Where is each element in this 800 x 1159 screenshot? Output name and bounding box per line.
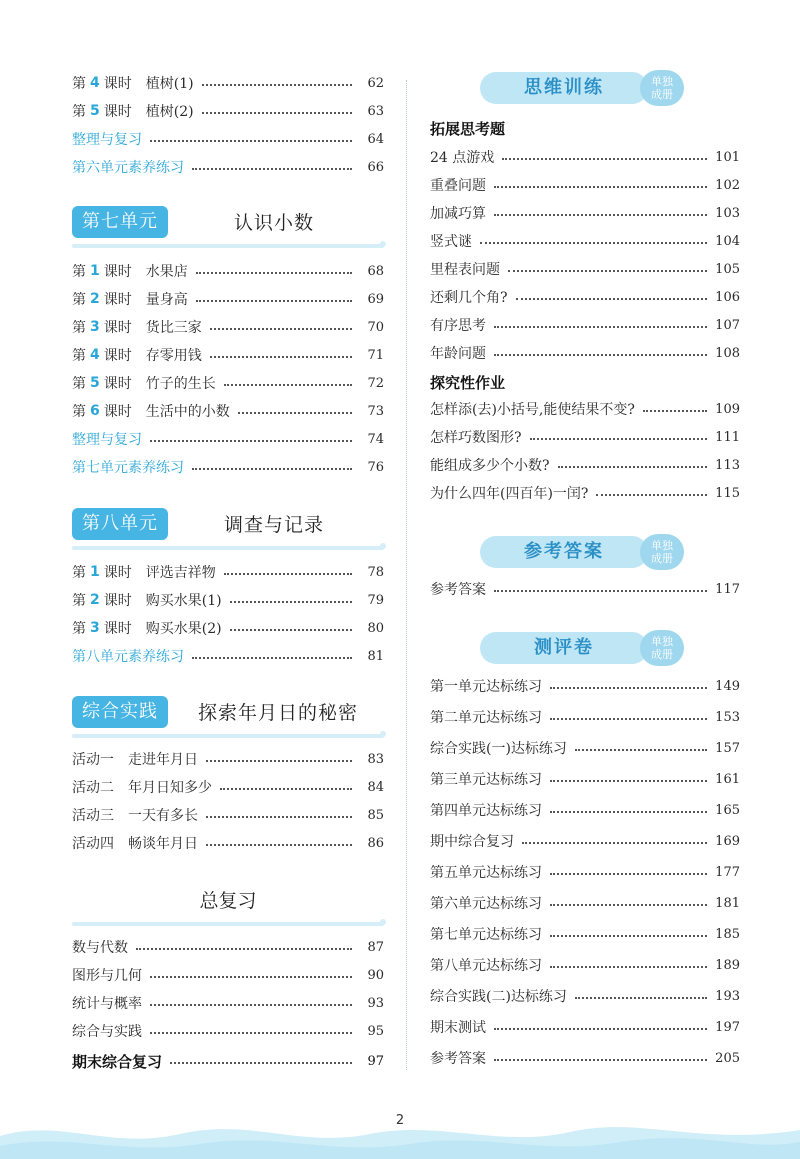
entry-title: 为什么四年(四百年)一闰? [430, 486, 589, 502]
entry-page: 87 [367, 939, 384, 955]
entry-page: 169 [715, 833, 740, 849]
entry-title: 购买水果(2) [145, 621, 222, 637]
subsection-title: 探究性作业 [430, 374, 506, 392]
entry-title: 能组成多少个小数? [430, 458, 550, 474]
toc-entry[interactable]: 第 5 课时 植树(2) 63 [72, 103, 384, 120]
entry-title: 第六单元素养练习 [72, 160, 184, 176]
practice-header [72, 694, 384, 738]
toc-entry[interactable] [430, 923, 740, 945]
toc-entry[interactable] [430, 174, 740, 196]
entry-title: 还剩几个角? [430, 290, 508, 306]
activity-label: 活动二 [72, 780, 114, 796]
unit7-header [72, 204, 384, 248]
entry-page: 153 [715, 709, 740, 725]
unit-underline [72, 922, 384, 926]
entry-page: 80 [367, 620, 384, 636]
leader-dots [494, 354, 707, 356]
entry-page: 95 [367, 1023, 384, 1039]
entry-page: 108 [715, 345, 740, 361]
toc-entry[interactable]: 第 2 课时 购买水果(1) 79 [72, 592, 384, 609]
entry-page: 193 [715, 988, 740, 1004]
leader-dots [206, 816, 352, 818]
entry-page: 85 [367, 807, 384, 823]
answers-header [480, 536, 710, 576]
unit-badge: 第七单元 [72, 206, 168, 238]
toc-entry[interactable] [430, 799, 740, 821]
entry-title: 加减巧算 [430, 206, 486, 222]
leader-dots [494, 186, 707, 188]
entry-title: 生活中的小数 [145, 404, 230, 420]
leader-dots [575, 997, 707, 999]
toc-entry[interactable]: 第 5 课时 竹子的生长 72 [72, 375, 384, 392]
entry-page: 113 [715, 457, 740, 473]
entry-page: 81 [367, 648, 384, 664]
entry-title: 水果店 [145, 264, 188, 280]
leader-dots [210, 356, 352, 358]
leader-dots [224, 573, 352, 575]
toc-entry[interactable] [430, 737, 740, 759]
leader-dots [150, 976, 352, 978]
toc-entry[interactable] [430, 230, 740, 252]
toc-entry[interactable] [430, 578, 740, 600]
column-divider [406, 80, 407, 1070]
leader-dots [150, 1004, 352, 1006]
leader-dots [550, 718, 707, 720]
entry-page: 111 [715, 429, 740, 445]
leader-dots [150, 1032, 352, 1034]
entry-page: 109 [715, 401, 740, 417]
entry-page: 157 [715, 740, 740, 756]
entry-title: 综合实践(一)达标练习 [430, 741, 567, 757]
entry-page: 181 [715, 895, 740, 911]
entry-title: 有序思考 [430, 318, 486, 334]
entry-title: 第一单元达标练习 [430, 679, 542, 695]
entry-title: 重叠问题 [430, 178, 486, 194]
entry-title: 期末综合复习 [72, 1052, 163, 1071]
entry-page: 84 [367, 779, 384, 795]
general-review-header [72, 882, 384, 926]
entry-page: 115 [715, 485, 740, 501]
leader-dots [643, 410, 707, 412]
entry-title: 年龄问题 [430, 346, 486, 362]
toc-entry[interactable] [72, 804, 384, 826]
thinking-header [480, 72, 710, 112]
entry-page: 66 [367, 159, 384, 175]
entry-title: 第三单元达标练习 [430, 772, 542, 788]
toc-entry[interactable] [72, 428, 384, 450]
entry-page: 161 [715, 771, 740, 787]
leader-dots [550, 966, 707, 968]
toc-entry[interactable] [430, 706, 740, 728]
toc-entry[interactable] [430, 830, 740, 852]
leader-dots [550, 687, 707, 689]
toc-entry[interactable] [72, 128, 384, 150]
toc-entry[interactable]: 第 2 课时 量身高 69 [72, 291, 384, 308]
toc-entry[interactable]: 第 3 课时 购买水果(2) 80 [72, 620, 384, 637]
entry-page: 63 [367, 103, 384, 119]
entry-page: 106 [715, 289, 740, 305]
unit-badge: 第八单元 [72, 508, 168, 540]
entry-page: 70 [367, 319, 384, 335]
entry-page: 93 [367, 995, 384, 1011]
leader-dots [202, 84, 352, 86]
separate-volume-tag: 单独 成册 [640, 70, 684, 106]
entry-title: 第七单元达标练习 [430, 927, 542, 943]
leader-dots [550, 780, 707, 782]
toc-entry[interactable] [72, 748, 384, 770]
leader-dots [192, 657, 352, 659]
entry-title: 参考答案 [430, 582, 486, 598]
entry-title: 期中综合复习 [430, 834, 514, 850]
entry-page: 189 [715, 957, 740, 973]
toc-entry[interactable] [430, 1047, 740, 1069]
leader-dots [502, 158, 707, 160]
activity-label: 活动三 [72, 808, 114, 824]
entry-page: 117 [715, 581, 740, 597]
tests-header [480, 632, 710, 672]
toc-entry[interactable]: 第 6 课时 生活中的小数 73 [72, 403, 384, 420]
toc-entry[interactable] [430, 861, 740, 883]
toc-entry[interactable] [430, 314, 740, 336]
leader-dots [494, 214, 707, 216]
entry-title: 参考答案 [430, 1051, 486, 1067]
entry-page: 76 [367, 459, 384, 475]
leader-dots [480, 242, 707, 244]
toc-entry[interactable] [72, 832, 384, 854]
unit-title: 调查与记录 [224, 514, 325, 536]
entry-title: 数与代数 [72, 940, 128, 956]
leader-dots [220, 788, 352, 790]
unit-underline [72, 546, 384, 550]
unit8-header [72, 506, 384, 550]
entry-title: 第五单元达标练习 [430, 865, 542, 881]
toc-entry[interactable]: 第 1 课时 水果店 68 [72, 263, 384, 280]
toc-entry[interactable] [430, 454, 740, 476]
entry-page: 197 [715, 1019, 740, 1035]
toc-entry[interactable] [430, 482, 740, 504]
entry-title: 第六单元达标练习 [430, 896, 542, 912]
entry-page: 105 [715, 261, 740, 277]
leader-dots [494, 1059, 707, 1061]
entry-page: 102 [715, 177, 740, 193]
toc-entry[interactable] [430, 768, 740, 790]
entry-title: 竖式谜 [430, 234, 472, 250]
unit-underline [72, 244, 384, 248]
toc-entry[interactable]: 第 3 课时 货比三家 70 [72, 319, 384, 336]
leader-dots [575, 749, 707, 751]
toc-entry[interactable] [430, 985, 740, 1007]
toc-entry[interactable] [72, 156, 384, 178]
toc-entry[interactable] [430, 258, 740, 280]
entry-title: 24 点游戏 [430, 150, 495, 166]
entry-page: 101 [715, 149, 740, 165]
entry-title: 第七单元素养练习 [72, 460, 184, 476]
toc-entry[interactable] [72, 456, 384, 478]
toc-entry[interactable] [72, 936, 384, 958]
leader-dots [150, 140, 352, 142]
leader-dots [202, 112, 352, 114]
toc-entry[interactable] [430, 342, 740, 364]
entry-page: 177 [715, 864, 740, 880]
entry-title: 走进年月日 [128, 752, 198, 768]
entry-page: 71 [367, 347, 384, 363]
unit-title: 认识小数 [234, 212, 315, 234]
toc-entry[interactable] [72, 1020, 384, 1042]
leader-dots [192, 168, 352, 170]
toc-entry-final-review[interactable] [72, 1050, 384, 1072]
entry-title: 畅谈年月日 [128, 836, 198, 852]
entry-title: 统计与概率 [72, 996, 142, 1012]
entry-title: 期末测试 [430, 1020, 486, 1036]
leader-dots [522, 842, 707, 844]
entry-title: 整理与复习 [72, 132, 142, 148]
toc-entry[interactable] [430, 1016, 740, 1038]
section-pill: 思维训练 [480, 72, 648, 104]
entry-title: 综合实践(二)达标练习 [430, 989, 567, 1005]
leader-dots [150, 440, 352, 442]
entry-title: 一天有多长 [128, 808, 198, 824]
toc-entry[interactable] [430, 954, 740, 976]
section-pill: 测评卷 [480, 632, 648, 664]
leader-dots [196, 272, 352, 274]
activity-label: 活动一 [72, 752, 114, 768]
toc-entry[interactable]: 第 4 课时 存零用钱 71 [72, 347, 384, 364]
leader-dots [508, 270, 707, 272]
entry-page: 107 [715, 317, 740, 333]
leader-dots [550, 811, 707, 813]
toc-entry[interactable]: 第 1 课时 评选吉祥物 78 [72, 564, 384, 581]
entry-title: 第八单元达标练习 [430, 958, 542, 974]
leader-dots [494, 590, 707, 592]
entry-page: 74 [367, 431, 384, 447]
toc-entry[interactable] [430, 202, 740, 224]
toc-entry[interactable] [430, 286, 740, 308]
leader-dots [238, 412, 352, 414]
entry-title: 综合与实践 [72, 1024, 142, 1040]
toc-entry[interactable] [430, 146, 740, 168]
entry-page: 69 [367, 291, 384, 307]
leader-dots [230, 601, 352, 603]
toc-entry[interactable]: 第 4 课时 植树(1) 62 [72, 75, 384, 92]
entry-page: 62 [367, 75, 384, 91]
entry-page: 97 [367, 1053, 384, 1069]
leader-dots [550, 873, 707, 875]
leader-dots [596, 494, 707, 496]
leader-dots [224, 384, 352, 386]
section-pill: 参考答案 [480, 536, 648, 568]
toc-entry[interactable] [430, 426, 740, 448]
toc-entry[interactable] [430, 398, 740, 420]
leader-dots [230, 629, 352, 631]
toc-entry[interactable] [72, 645, 384, 667]
separate-volume-tag: 单独 成册 [640, 534, 684, 570]
general-review-title: 总复习 [199, 890, 257, 912]
entry-title: 怎样巧数图形? [430, 430, 522, 446]
entry-page: 73 [367, 403, 384, 419]
unit-badge: 综合实践 [72, 696, 168, 728]
leader-dots [530, 438, 708, 440]
entry-title: 植树(1) [145, 76, 194, 92]
unit-underline [72, 734, 384, 738]
leader-dots [210, 328, 352, 330]
leader-dots [170, 1062, 352, 1064]
toc-entry[interactable] [430, 675, 740, 697]
toc-entry[interactable] [72, 964, 384, 986]
entry-title: 图形与几何 [72, 968, 142, 984]
entry-page: 83 [367, 751, 384, 767]
leader-dots [550, 904, 707, 906]
leader-dots [192, 468, 352, 470]
entry-title: 第二单元达标练习 [430, 710, 542, 726]
entry-page: 86 [367, 835, 384, 851]
separate-volume-tag: 单独 成册 [640, 630, 684, 666]
entry-title: 评选吉祥物 [145, 565, 216, 581]
entry-page: 72 [367, 375, 384, 391]
entry-page: 165 [715, 802, 740, 818]
entry-title: 年月日知多少 [128, 780, 212, 796]
leader-dots [494, 326, 707, 328]
entry-page: 149 [715, 678, 740, 694]
leader-dots [558, 466, 708, 468]
subsection-title: 拓展思考题 [430, 120, 506, 138]
entry-page: 79 [367, 592, 384, 608]
leader-dots [196, 300, 352, 302]
leader-dots [136, 948, 352, 950]
entry-page: 205 [715, 1050, 740, 1066]
entry-title: 第四单元达标练习 [430, 803, 542, 819]
entry-title: 第八单元素养练习 [72, 649, 184, 665]
toc-entry[interactable] [72, 776, 384, 798]
leader-dots [550, 935, 707, 937]
entry-page: 90 [367, 967, 384, 983]
entry-title: 怎样添(去)小括号,能使结果不变? [430, 402, 635, 418]
entry-title: 存零用钱 [145, 348, 202, 364]
entry-page: 104 [715, 233, 740, 249]
entry-page: 68 [367, 263, 384, 279]
leader-dots [494, 1028, 707, 1030]
leader-dots [206, 844, 352, 846]
activity-label: 活动四 [72, 836, 114, 852]
page-number: 2 [395, 1113, 405, 1128]
entry-title: 里程表问题 [430, 262, 500, 278]
leader-dots [516, 298, 708, 300]
entry-title: 植树(2) [145, 104, 194, 120]
toc-entry[interactable] [72, 992, 384, 1014]
entry-title: 量身高 [145, 292, 188, 308]
entry-page: 64 [367, 131, 384, 147]
entry-title: 整理与复习 [72, 432, 142, 448]
leader-dots [206, 760, 352, 762]
unit-title: 探索年月日的秘密 [198, 702, 359, 724]
entry-title: 购买水果(1) [145, 593, 222, 609]
toc-entry[interactable] [430, 892, 740, 914]
entry-title: 货比三家 [145, 320, 202, 336]
entry-page: 78 [367, 564, 384, 580]
entry-page: 103 [715, 205, 740, 221]
entry-page: 185 [715, 926, 740, 942]
entry-title: 竹子的生长 [145, 376, 216, 392]
